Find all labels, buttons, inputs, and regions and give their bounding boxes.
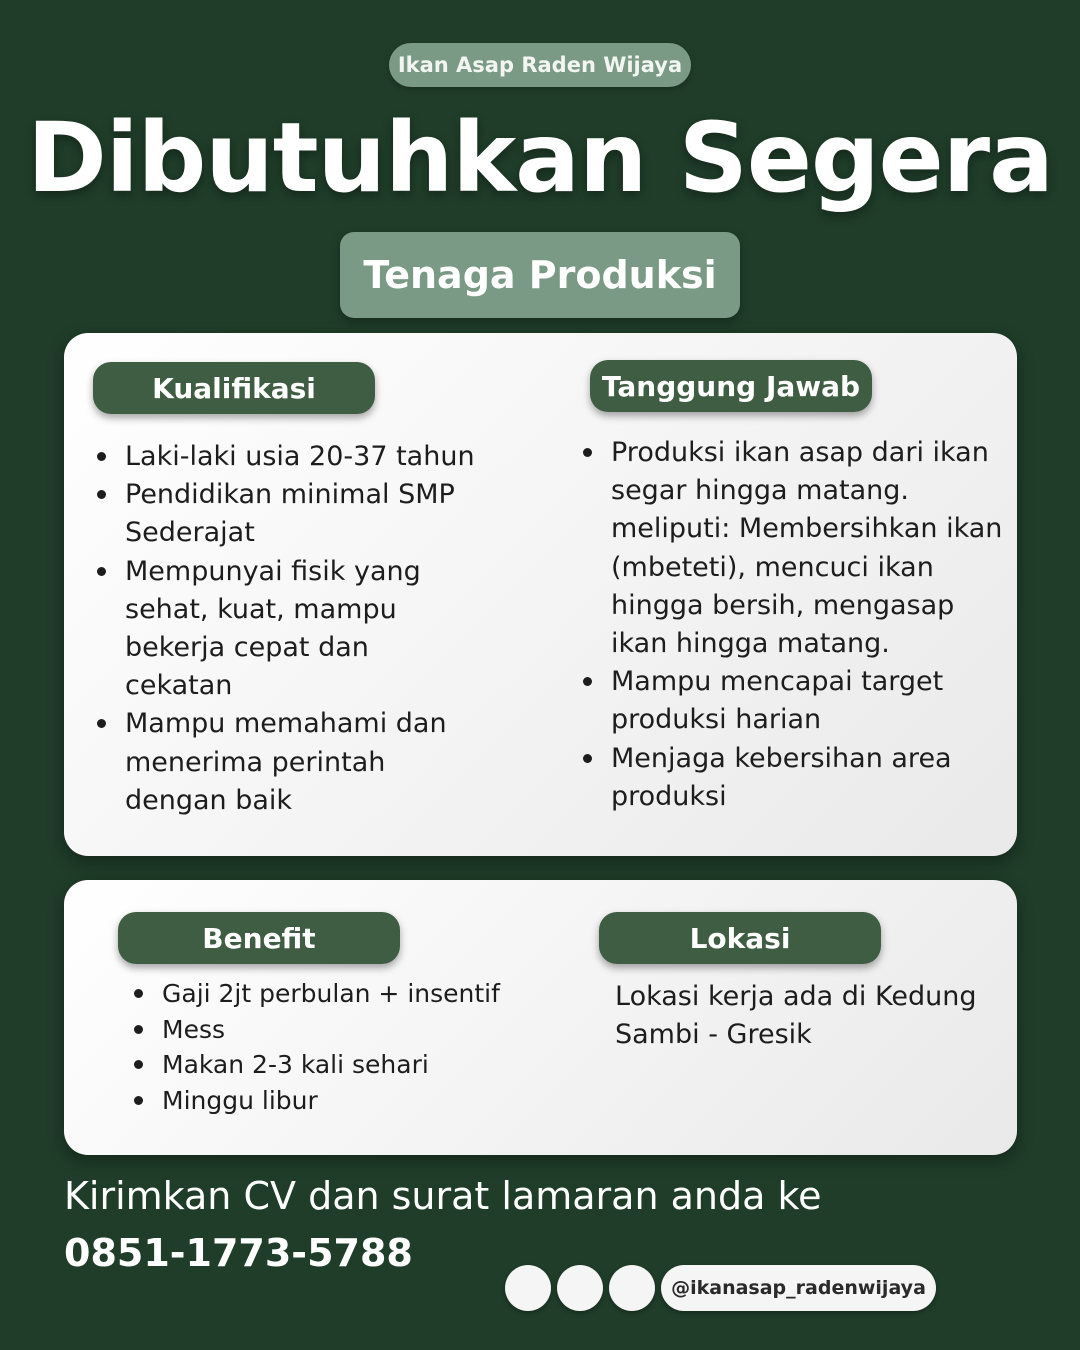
list-item: Produksi ikan asap dari ikan segar hingga matang. meliputi: Membersihkan ikan (mbeteti), mencuci ikan hingga bersih, mengasap ikan hingga matang. (583, 434, 1006, 663)
tanggung-jawab-list (583, 434, 1013, 816)
brand-pill: Ikan Asap Raden Wijaya (389, 43, 691, 87)
list-item: Minggu libur (134, 1083, 554, 1119)
location-text: Lokasi kerja ada di Kedung Sambi - Gresik (615, 981, 977, 1050)
list-item: Laki-laki usia 20-37 tahun (97, 438, 517, 476)
list-item: Mampu memahami dan menerima perintah dengan baik (97, 705, 470, 820)
tanggung-jawab-tag: Tanggung Jawab (590, 360, 872, 412)
list-item: Pendidikan minimal SMP Sederajat (97, 476, 497, 552)
lokasi-tag: Lokasi (599, 912, 881, 964)
kualifikasi-tag: Kualifikasi (93, 362, 375, 414)
social-handle[interactable]: @ikanasap_radenwijaya (661, 1265, 936, 1311)
social-icon-3[interactable] (609, 1265, 655, 1311)
list-item: Mampu mencapai target produksi harian (583, 663, 966, 739)
position-badge: Tenaga Produksi (340, 232, 740, 318)
social-icon-2[interactable] (557, 1265, 603, 1311)
benefit-tag: Benefit (118, 912, 400, 964)
phone-number[interactable]: 0851-1773-5788 (64, 1231, 413, 1275)
list-item: Menjaga kebersihan area produksi (583, 740, 971, 816)
list-item: Gaji 2jt perbulan + insentif (134, 976, 554, 1012)
list-item: Mess (134, 1012, 554, 1048)
cta-text: Kirimkan CV dan surat lamaran anda ke (64, 1174, 822, 1218)
headline: Dibutuhkan Segera (27, 102, 1053, 214)
list-item: Mempunyai fisik yang sehat, kuat, mampu bekerja cepat dan cekatan (97, 553, 450, 706)
kualifikasi-list (97, 438, 517, 820)
social-icon-1[interactable] (505, 1265, 551, 1311)
list-item: Makan 2-3 kali sehari (134, 1047, 554, 1083)
benefit-list (134, 976, 554, 1119)
